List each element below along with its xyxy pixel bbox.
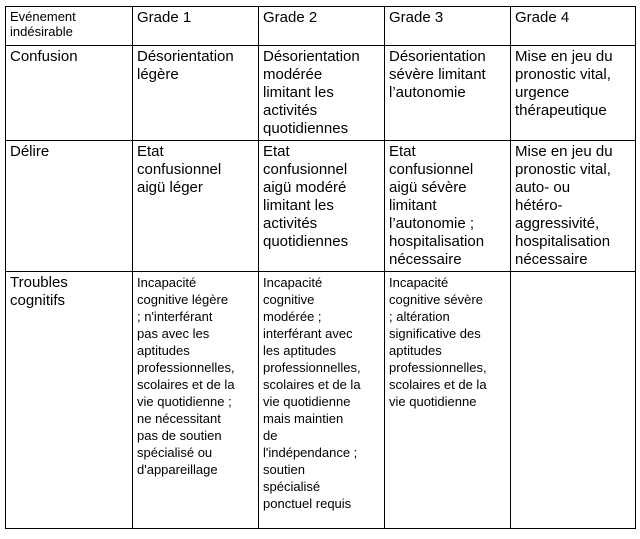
delire-grade-1-text: Etat confusionnel aigü léger xyxy=(137,143,222,196)
header-grade-2 xyxy=(259,7,385,46)
confusion-grade-1-text: Désorientation légère xyxy=(137,48,234,83)
delire-grade-3 xyxy=(385,141,511,272)
delire-grade-2 xyxy=(259,141,385,272)
confusion-grade-4-text: Mise en jeu du pronostic vital, urgence thérapeutique xyxy=(515,48,613,119)
confusion-grade-2-text: Désorientation modérée limitant les activités quotidiennes xyxy=(263,48,360,137)
delire-grade-2-text: Etat confusionnel aigü modéré limitant les activités quotidiennes xyxy=(263,143,349,250)
row-label-delire xyxy=(6,141,133,272)
header-adverse-event xyxy=(6,7,133,46)
troubles-grade-1-text: Incapacité cognitive légère ; n'interférant pas avec les aptitudes professionnelles, scolaires et de la vie quotidienne ; ne nécessitant pas de soutien spécialisé ou d'appareillage xyxy=(137,275,235,477)
row-label-troubles-cognitifs xyxy=(6,272,133,529)
table-header-row xyxy=(6,7,636,46)
row-label-delire-text: Délire xyxy=(10,143,50,160)
header-grade-3-label: Grade 3 xyxy=(389,9,444,26)
confusion-grade-1 xyxy=(133,46,259,141)
table-row-delire xyxy=(6,141,636,272)
confusion-grade-3-text: Désorientation sévère limitant l’autonomie xyxy=(389,48,486,101)
header-grade-1-label: Grade 1 xyxy=(137,9,192,26)
row-label-confusion-text: Confusion xyxy=(10,48,78,65)
delire-grade-1 xyxy=(133,141,259,272)
confusion-grade-3 xyxy=(385,46,511,141)
confusion-grade-4 xyxy=(511,46,636,141)
header-grade-3 xyxy=(385,7,511,46)
confusion-grade-2 xyxy=(259,46,385,141)
troubles-grade-2 xyxy=(259,272,385,529)
row-label-confusion xyxy=(6,46,133,141)
table-row-confusion xyxy=(6,46,636,141)
delire-grade-4-text: Mise en jeu du pronostic vital, auto- ou hétéro- aggressivité, hospitalisation nécessaire xyxy=(515,143,613,268)
troubles-grade-4 xyxy=(511,272,636,529)
header-adverse-event-label: Evénement indésirable xyxy=(10,9,76,39)
header-grade-4 xyxy=(511,7,636,46)
delire-grade-4 xyxy=(511,141,636,272)
troubles-grade-2-text: Incapacité cognitive modérée ; interférant avec les aptitudes professionnelles, scolaires et de la vie quotidienne mais maintien de l'indépendance ; soutien spécialisé ponctuel requis xyxy=(263,275,361,511)
troubles-grade-3 xyxy=(385,272,511,529)
table-row-troubles-cognitifs xyxy=(6,272,636,529)
adverse-events-grade-table xyxy=(5,6,636,529)
troubles-grade-1 xyxy=(133,272,259,529)
header-grade-1 xyxy=(133,7,259,46)
row-label-troubles-cognitifs-text: Troubles cognitifs xyxy=(10,274,68,309)
troubles-grade-3-text: Incapacité cognitive sévère ; altération significative des aptitudes professionnelles, scolaires et de la vie quotidienne xyxy=(389,275,487,409)
delire-grade-3-text: Etat confusionnel aigü sévère limitant l’autonomie ; hospitalisation nécessaire xyxy=(389,143,485,268)
header-grade-2-label: Grade 2 xyxy=(263,9,318,26)
header-grade-4-label: Grade 4 xyxy=(515,9,570,26)
